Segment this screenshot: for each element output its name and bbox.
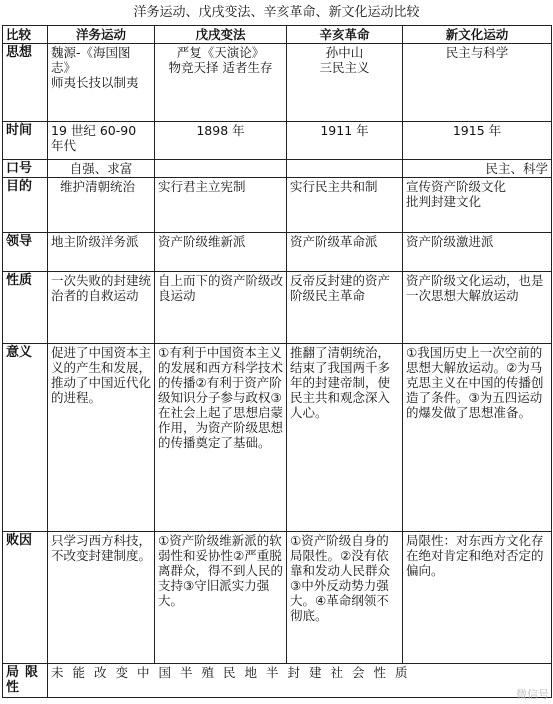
row-label: 目的 [3, 178, 48, 233]
table-cell: 1915 年 [403, 122, 552, 160]
row-label: 口号 [3, 160, 48, 178]
row-label: 意义 [3, 344, 48, 532]
table-cell: 只学习西方科技，不改变封建制度。 [48, 532, 155, 664]
table-cell [287, 160, 403, 178]
table-cell: ①我国历史上一次空前的思想大解放运动。②为马克思主义在中国的传播创造了条件。③为五四运动的爆发做了思想准备。 [403, 344, 552, 532]
table-cell: 一次失败的封建统治者的自救运动 [48, 272, 155, 344]
header-cell: 辛亥革命 [287, 26, 403, 44]
table-cell: 1911 年 [287, 122, 403, 160]
row-label: 思想 [3, 44, 48, 122]
table-cell: 孙中山 三民主义 [287, 44, 403, 122]
table-cell: ①有利于中国资本主义的发展和西方科学技术的传播②有利于资产阶级知识分子参与政权③在社会上起了思想启蒙作用，为资产阶级思想的传播奠定了基础。 [155, 344, 287, 532]
table-row [3, 233, 552, 272]
header-cell: 洋务运动 [48, 26, 155, 44]
table-cell: 维护清朝统治 [48, 178, 155, 233]
header-cell: 戊戌变法 [155, 26, 287, 44]
table-cell: 1898 年 [155, 122, 287, 160]
row-label: 败因 [3, 532, 48, 664]
comparison-table [2, 25, 552, 698]
table-cell: 未能改变中国半殖民地半封建社会性质 [48, 664, 552, 698]
watermark: 微信号 [516, 688, 549, 701]
header-cell: 比较 [3, 26, 48, 44]
table-row [3, 344, 552, 532]
table-cell: 自上而下的资产阶级改良运动 [155, 272, 287, 344]
table-cell: ①资产阶级维新派的软弱性和妥协性②严重脱离群众，得不到人民的支持③守旧派实力强大。 [155, 532, 287, 664]
table-cell: 地主阶级洋务派 [48, 233, 155, 272]
table-cell: 严复《天演论》 物竞天择 适者生存 [155, 44, 287, 122]
table-cell: 资产阶级维新派 [155, 233, 287, 272]
table-cell: 自强、求富 [48, 160, 155, 178]
table-row [3, 272, 552, 344]
table-cell: 19 世纪 60-90 年代 [48, 122, 155, 160]
page-title: 洋务运动、戊戌变法、辛亥革命、新文化运动比较 [133, 5, 420, 20]
table-row [3, 178, 552, 233]
table-header-row [3, 26, 552, 44]
row-label: 领导 [3, 233, 48, 272]
table-row [3, 664, 552, 698]
table-row [3, 160, 552, 178]
table-cell: 促进了中国资本主义的产生和发展，推动了中国近代化的进程。 [48, 344, 155, 532]
table-row [3, 532, 552, 664]
table-cell: 实行民主共和制 [287, 178, 403, 233]
table-cell: 推翻了清朝统治，结束了我国两千多年的封建帝制，使民主共和观念深入人心。 [287, 344, 403, 532]
table-cell: 局限性：对东西方文化存在绝对肯定和绝对否定的偏向。 [403, 532, 552, 664]
table-cell: 资产阶级文化运动，也是一次思想大解放运动 [403, 272, 552, 344]
table-cell: 资产阶级革命派 [287, 233, 403, 272]
row-label: 时间 [3, 122, 48, 160]
table-cell: 反帝反封建的资产阶级民主革命 [287, 272, 403, 344]
table-cell: 资产阶级激进派 [403, 233, 552, 272]
header-cell: 新文化运动 [403, 26, 552, 44]
table-cell [155, 160, 287, 178]
row-label: 性质 [3, 272, 48, 344]
table-row [3, 44, 552, 122]
table-cell: 宣传资产阶级文化 批判封建文化 [403, 178, 552, 233]
table-cell: 魏源-《海国图志》 师夷长技以制夷 [48, 44, 155, 122]
table-cell: 实行君主立宪制 [155, 178, 287, 233]
table-row [3, 122, 552, 160]
row-label: 局限性 [3, 664, 48, 698]
table-cell: 民主、科学 [403, 160, 552, 178]
table-cell: 民主与科学 [403, 44, 552, 122]
table-cell: ①资产阶级自身的局限性。②没有依靠和发动人民群众 ③中外反动势力强大。④革命纲领不彻底。 [287, 532, 403, 664]
